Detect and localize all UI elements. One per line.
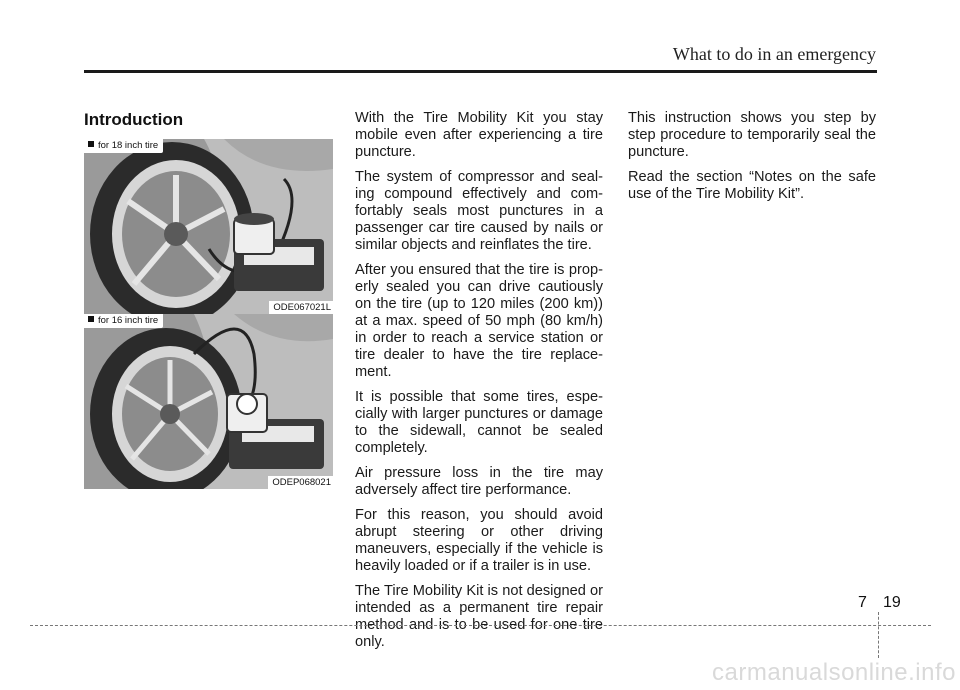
section-title: Introduction <box>84 110 184 129</box>
figure-caption-text: for 16 inch tire <box>98 315 159 326</box>
figure-code: ODEP068021 <box>268 476 333 489</box>
footer-rule <box>30 625 931 626</box>
page-number: 19 <box>883 594 901 611</box>
body-column-right <box>628 110 876 211</box>
watermark: carmanualsonline.info <box>712 659 956 686</box>
tire-kit-illustration-18 <box>84 139 333 314</box>
square-bullet-icon <box>88 141 94 147</box>
paragraph: Air pressure loss in the tire may adversely affect tire performance. <box>355 465 603 498</box>
paragraph: With the Tire Mobility Kit you stay mobile even after experiencing a tire puncture. <box>355 110 603 160</box>
paragraph: It is possible that some tires, espe-cially with larger punctures or damage to the sidewall, cannot be sealed completely. <box>355 389 603 456</box>
figure-caption <box>84 139 163 153</box>
tire-kit-figure-16-inch <box>84 314 333 489</box>
paragraph: After you ensured that the tire is prop-erly sealed you can drive cautiously on the tire (up to 120 miles (200 km)) at a max. speed of 50 mph (80 km/h) in order to reach a service station or tire dealer to have the tire replace-ment. <box>355 262 603 380</box>
paragraph: The system of compressor and seal-ing compound effectively and com-fortably seals most punctures in a passenger car tire caused by nails or similar objects and reinflates the tire. <box>355 169 603 253</box>
body-column-middle <box>355 110 603 659</box>
chapter-number: 7 <box>858 594 867 611</box>
paragraph: The Tire Mobility Kit is not designed or intended as a permanent tire repair method and is to be used for one tire only. <box>355 583 603 650</box>
paragraph: Read the section “Notes on the safe use of the Tire Mobility Kit”. <box>628 169 876 202</box>
figure-code: ODE067021L <box>269 301 333 314</box>
figure-caption-text: for 18 inch tire <box>98 140 159 151</box>
paragraph: This instruction shows you step by step procedure to temporarily seal the puncture. <box>628 110 876 160</box>
tire-kit-figure-18-inch <box>84 139 333 314</box>
footer-divider <box>878 612 879 658</box>
running-header-title: What to do in an emergency <box>672 44 876 64</box>
figure-caption <box>84 314 163 328</box>
square-bullet-icon <box>88 316 94 322</box>
tire-kit-illustration-16 <box>84 314 333 489</box>
paragraph: For this reason, you should avoid abrupt steering or other driving maneuvers, especially if the vehicle is heavily loaded or if a trailer is in use. <box>355 507 603 574</box>
header-rule <box>84 70 877 73</box>
